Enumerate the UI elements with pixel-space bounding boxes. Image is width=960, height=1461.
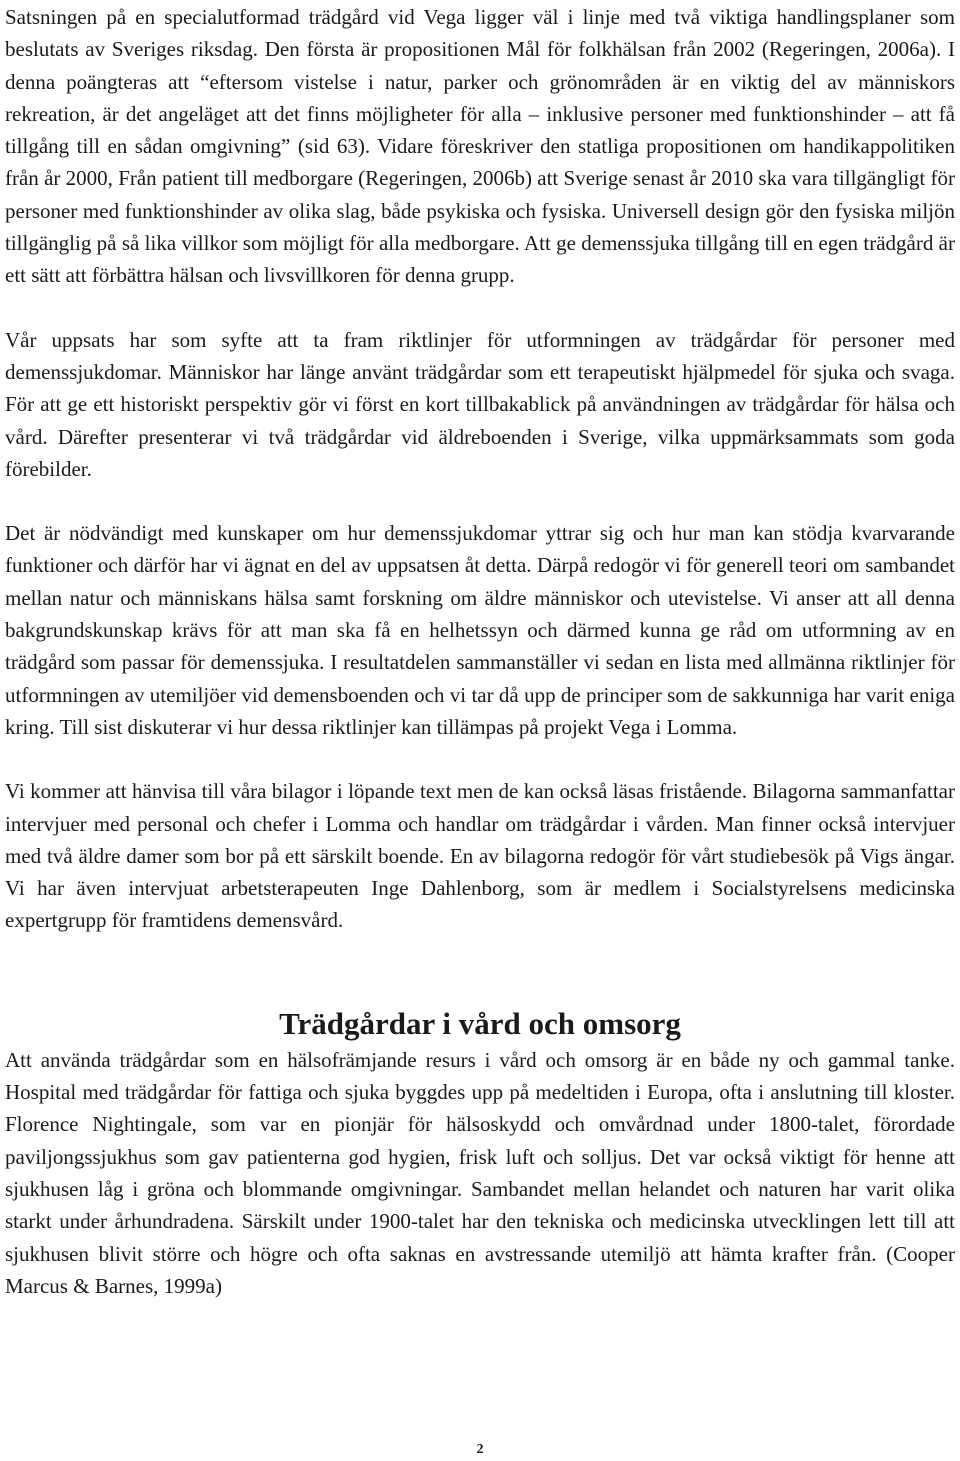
- paragraph-intro-4: Vi kommer att hänvisa till våra bilagor i löpande text men de kan också läsas fristående. Bilagorna sammanfattar intervjuer med personal och chefer i Lomma och handlar om trädgårdar i vården. Man finner också intervjuer med två äldre damer som bor på ett särskilt boende. En av bilagorna redogör för vårt studiebesök på Vigs ängar. Vi har även intervjuat arbetsterapeuten Inge Dahlenborg, som är medlem i Socialstyrelsens medicinska expertgrupp för framtidens demensvård.: [5, 779, 955, 933]
- paragraph-intro-1: Satsningen på en specialutformad trädgård vid Vega ligger väl i linje med två viktiga handlingsplaner som beslutats av Sveriges riksdag. Den första är propositionen Mål för folkhälsan från 2002 (Regeringen, 2006a). I denna poängteras att “eftersom vistelse i natur, parker och grönområden är en viktig del av människors rekreation, är det angeläget att det finns möjligheter för alla – inklusive personer med funktionshinder – att få tillgång till en sådan omgivning” (sid 63). Vidare föreskriver den statliga propositionen om handikappolitiken från år 2000, Från patient till medborgare (Regeringen, 2006b) att Sverige senast år 2010 ska vara tillgängligt för personer med funktionshinder av olika slag, både psykiska och fysiska. Universell design gör den fysiska miljön tillgänglig på så lika villkor som möjligt för alla medborgare. Att ge demenssjuka tillgång till en egen trädgård är ett sätt att förbättra hälsan och livsvillkoren för denna grupp.: [5, 5, 955, 288]
- paragraph-intro-2: Vår uppsats har som syfte att ta fram riktlinjer för utformningen av trädgårdar för personer med demenssjukdomar. Människor har länge använt trädgårdar som ett terapeutiskt hjälpmedel för sjuka och svaga. För att ge ett historiskt perspektiv gör vi först en kort tillbakablick på användningen av trädgårdar för hälsa och vård. Därefter presenterar vi två trädgårdar vid äldreboenden i Sverige, vilka uppmärksammats som goda förebilder.: [5, 327, 955, 481]
- paragraph-spacer: [5, 743, 955, 775]
- paragraph-intro-3: Det är nödvändigt med kunskaper om hur demenssjukdomar yttrar sig och hur man kan stödja kvarvarande funktioner och därför har vi ägnat en del av uppsatsen åt detta. Därpå redogör vi för generell teori om sambandet mellan natur och människans hälsa samt forskning om äldre människor och utevistelse. Vi anser att all denna bakgrundskunskap krävs för att man ska få en helhetssyn och därmed kunna ge råd om utformning av en trädgård som passar för demenssjuka. I resultatdelen sammanställer vi sedan en lista med allmänna riktlinjer för utformningen av utemiljöer vid demensboenden och vi tar då upp de principer som de sakkunniga har varit eniga kring. Till sist diskuterar vi hur dessa riktlinjer kan tillämpas på projekt Vega i Lomma.: [5, 521, 955, 739]
- section-paragraph: Att använda trädgårdar som en hälsofrämjande resurs i vård och omsorg är en både ny och gammal tanke. Hospital med trädgårdar för fattiga och sjuka byggdes upp på medeltiden i Europa, ofta i anslutning till kloster. Florence Nightingale, som var en pionjär för hälsoskydd och omvårdnad under 1800-talet, förordade paviljongssjukhus som gav patienterna god hygien, frisk luft och solljus. Det var också viktigt för henne att sjukhusen låg i gröna och blommande omgivningar. Sambandet mellan helandet och naturen har varit olika starkt under århundradena. Särskilt under 1900-talet har den tekniska och medicinska utvecklingen lett till att sjukhusen blivit större och högre och ofta saknas en avstressande utemiljö att hämta krafter från. (Cooper Marcus & Barnes, 1999a): [5, 1047, 955, 1298]
- section-heading: Trädgårdar i vård och omsorg: [279, 1005, 681, 1041]
- page-content: [5, 0, 955, 1302]
- page-number: 2: [476, 1442, 484, 1457]
- paragraph-spacer: [5, 485, 955, 517]
- paragraph-spacer: [5, 292, 955, 324]
- section-spacer: [5, 937, 955, 1004]
